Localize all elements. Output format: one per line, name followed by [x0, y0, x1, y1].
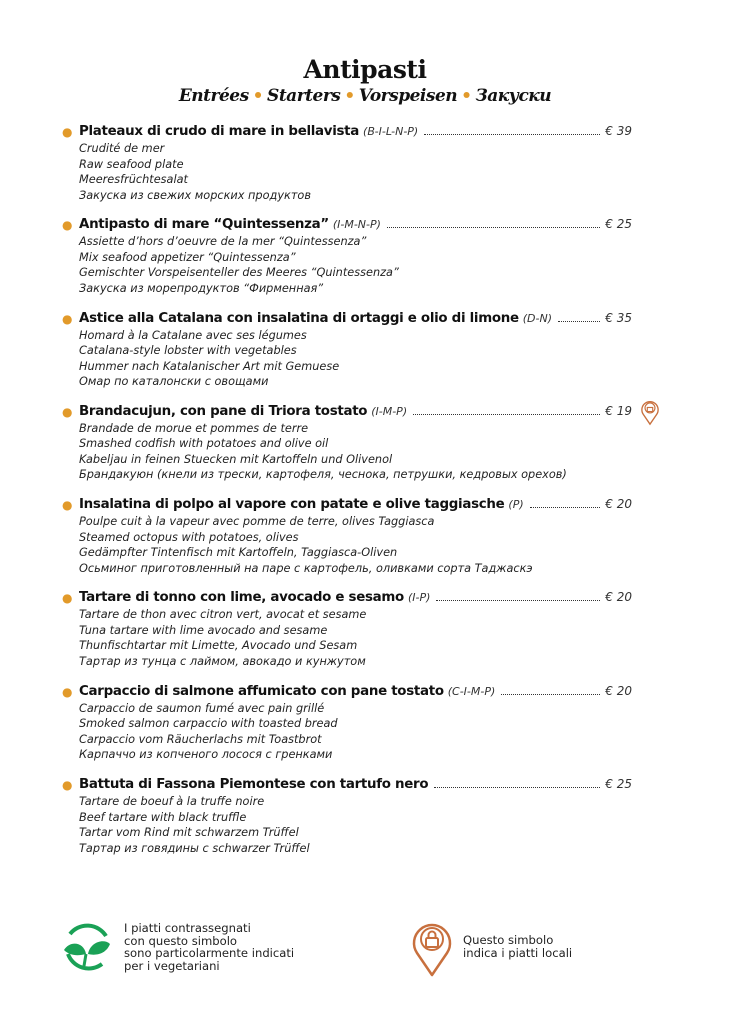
item-allergen-codes: (B-I-L-N-P)	[363, 125, 419, 138]
bullet-icon: ●	[62, 404, 73, 419]
menu-item	[62, 684, 632, 777]
item-allergen-codes: (I-M-P)	[371, 404, 408, 418]
item-translation: Tartare de thon avec citron vert, avocat et sesame	[79, 608, 367, 622]
subtitle-de: Vorspeisen	[358, 86, 458, 106]
bullet-separator: •	[252, 86, 264, 106]
dot-leader	[436, 600, 600, 601]
local-dish-pin-icon	[410, 917, 454, 979]
legend-line: per i vegetariani	[124, 958, 220, 973]
item-translation: Закуска из морепродуктов “Фирменная”	[79, 281, 324, 295]
item-price: € 20	[605, 683, 632, 698]
item-translation: Gedämpfter Tintenfisch mit Kartoffeln, Taggiasca-Oliven	[79, 546, 398, 560]
item-translations	[79, 141, 311, 203]
item-translations	[79, 421, 567, 483]
local-dish-pin-icon	[640, 398, 660, 426]
item-translation: Catalana-style lobster with vegetables	[79, 344, 297, 358]
local-legend-text	[463, 934, 572, 959]
item-translation: Gemischter Vorspeisenteller des Meeres “Quintessenza”	[79, 266, 399, 280]
item-translations	[79, 234, 399, 296]
item-translation: Thunfischtartar mit Limette, Avocado und Sesam	[79, 639, 358, 653]
item-translation: Homard à la Catalane avec ses légumes	[79, 328, 307, 342]
subtitle-fr: Entrées	[178, 86, 249, 106]
legend-line: sono particolarmente indicati	[124, 946, 295, 960]
item-title-line	[79, 777, 632, 792]
item-translation: Brandade de morue et pommes de terre	[79, 421, 309, 435]
bullet-icon: ●	[62, 311, 73, 326]
item-translations	[79, 794, 310, 856]
item-translation: Carpaccio vom Räucherlachs mit Toastbrot	[79, 732, 322, 746]
item-name: Carpaccio di salmone affumicato con pane tostato	[79, 683, 444, 699]
item-allergen-codes: (D-N)	[522, 311, 553, 325]
dot-leader	[413, 414, 600, 415]
bullet-separator: •	[344, 86, 355, 106]
bullet-icon: ●	[62, 498, 73, 513]
item-translation: Poulpe cuit à la vapeur avec pomme de terre, olives Taggiasca	[79, 515, 435, 529]
legend-line: I piatti contrassegnati	[124, 921, 251, 935]
item-price: € 20	[605, 590, 632, 605]
item-translations	[79, 701, 338, 763]
item-allergen-codes: (C-I-M-P)	[447, 684, 496, 698]
item-price: € 35	[605, 310, 632, 325]
dot-leader	[558, 321, 600, 322]
item-translation: Beef tartare with black truffle	[79, 810, 247, 824]
bullet-icon: ●	[62, 684, 73, 699]
item-translation: Tuna tartare with lime avocado and sesame	[79, 623, 328, 637]
item-translation: Smoked salmon carpaccio with toasted bread	[79, 717, 338, 731]
menu-item	[62, 590, 632, 683]
item-translation: Tartare de boeuf à la truffe noire	[79, 795, 265, 809]
item-allergen-codes: (I-P)	[407, 591, 431, 605]
subtitle-ru: Закуски	[475, 86, 552, 106]
item-price: € 20	[605, 497, 632, 512]
menu-item	[62, 124, 632, 217]
item-translation: Карпаччо из копченого лосося с гренками	[79, 748, 333, 762]
item-translation: Raw seafood plate	[79, 157, 184, 171]
menu-header	[0, 55, 730, 106]
item-translation: Smashed codfish with potatoes and olive oil	[79, 437, 329, 451]
item-translation: Тартар из тунца с лаймом, авокадо и кунжутом	[79, 654, 366, 668]
item-translation: Kabeljau in feinen Stuecken mit Kartoffeln und Olivenol	[79, 452, 393, 466]
item-translation: Mix seafood appetizer “Quintessenza”	[79, 250, 296, 264]
dot-leader	[434, 787, 600, 788]
vegetarian-leaf-icon	[62, 920, 112, 972]
item-translation: Assiette d’hors d’oeuvre de la mer “Quintessenza”	[79, 235, 367, 249]
bullet-icon: ●	[62, 125, 73, 139]
vegetarian-legend-text	[124, 922, 294, 972]
item-translation: Омар по каталонски с овощами	[79, 375, 269, 389]
bullet-separator: •	[461, 86, 472, 106]
item-price: € 39	[605, 124, 632, 138]
item-name: Astice alla Catalana con insalatina di ortaggi e olio di limone	[79, 310, 519, 326]
legend-line: Questo simbolo	[463, 933, 554, 947]
item-translation: Tartar vom Rind mit schwarzem Trüffel	[79, 826, 299, 840]
item-name: Antipasto di mare “Quintessenza”	[79, 217, 329, 233]
dot-leader	[424, 134, 600, 135]
item-title-line	[79, 590, 632, 605]
item-translation: Закуска из свежих морских продуктов	[79, 188, 311, 202]
menu-item	[62, 777, 632, 870]
bullet-icon: ●	[62, 591, 73, 606]
item-title-line	[79, 124, 632, 139]
item-price: € 25	[605, 777, 632, 792]
bullet-icon: ●	[62, 778, 73, 793]
bullet-icon: ●	[62, 218, 73, 233]
item-name: Insalatina di polpo al vapore con patate e olive taggiasche	[79, 497, 505, 513]
item-price: € 19	[605, 403, 632, 418]
item-allergen-codes: (I-M-N-P)	[332, 218, 381, 232]
menu-item	[62, 497, 632, 590]
legend-line: indica i piatti locali	[463, 945, 573, 960]
item-translation: Crudité de mer	[79, 142, 165, 155]
dot-leader	[387, 227, 600, 228]
item-title-line	[79, 497, 632, 512]
item-translation: Тартар из говядины с schwarzer Trüffel	[79, 841, 310, 855]
dot-leader	[501, 694, 600, 695]
legend-line: con questo simbolo	[124, 933, 238, 948]
item-translation: Steamed octopus with potatoes, olives	[79, 530, 299, 544]
item-allergen-codes: (P)	[508, 498, 524, 512]
subtitle-en: Starters	[267, 86, 341, 106]
item-translation: Осьминог приготовленный на паре с картофель, оливками сорта Таджаскэ	[79, 561, 533, 575]
item-translations	[79, 607, 366, 669]
item-name: Plateaux di crudo di mare in bellavista	[79, 124, 360, 139]
page-title: Antipasti	[303, 55, 427, 84]
item-translation: Hummer nach Katalanischer Art mit Gemuese	[79, 359, 340, 373]
menu-item	[62, 404, 632, 497]
dot-leader	[530, 507, 601, 508]
menu-item	[62, 217, 632, 310]
item-translation: Carpaccio de saumon fumé avec pain grillé	[79, 701, 325, 715]
item-translations	[79, 328, 339, 390]
item-name: Battuta di Fassona Piemontese con tartufo nero	[79, 777, 429, 793]
page-subtitle	[0, 86, 730, 106]
item-name: Brandacujun, con pane di Triora tostato	[79, 403, 368, 419]
item-name: Tartare di tonno con lime, avocado e sesamo	[79, 590, 404, 606]
item-title-line	[79, 217, 632, 232]
item-title-line	[79, 311, 632, 326]
item-translation: Meeresfrüchtesalat	[79, 173, 188, 186]
menu-items	[62, 124, 632, 870]
item-translations	[79, 514, 533, 576]
item-translation: Брандакуюн (кнели из трески, картофеля, чеснока, петрушки, кедровых орехов)	[79, 468, 567, 482]
menu-item	[62, 311, 632, 404]
item-price: € 25	[605, 217, 632, 232]
item-title-line	[79, 404, 632, 419]
item-title-line	[79, 684, 632, 699]
